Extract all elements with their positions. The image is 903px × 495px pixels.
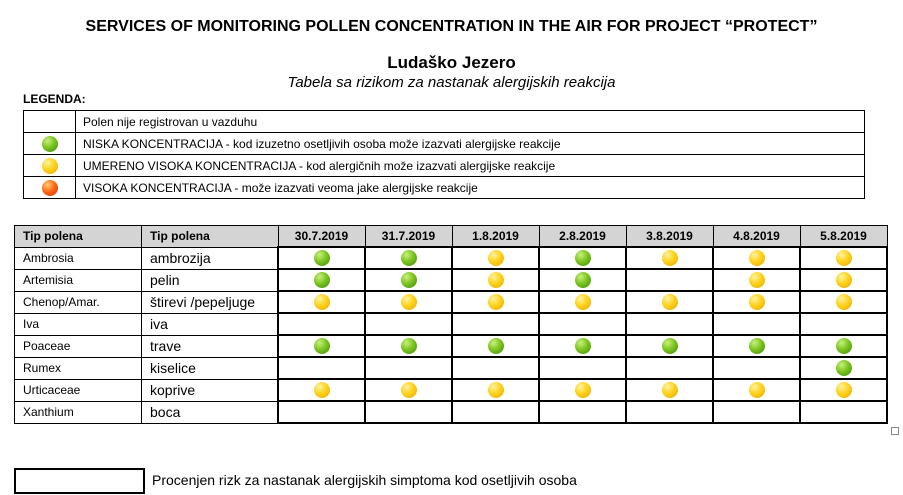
risk-cell bbox=[452, 401, 539, 423]
legend-text-moderate: UMERENO VISOKA KONCENTRACIJA - kod alergičnih može izazvati alergijske reakcije bbox=[76, 155, 865, 177]
risk-cell bbox=[452, 269, 539, 291]
risk-cell bbox=[539, 291, 626, 313]
yellow-dot-icon bbox=[749, 272, 765, 288]
risk-cell bbox=[713, 313, 800, 335]
legend-text-low: NISKA KONCENTRACIJA - kod izuzetno osetljivih osoba može izazvati alergijske reakcije bbox=[76, 133, 865, 155]
table-row bbox=[15, 291, 888, 313]
yellow-dot-icon bbox=[488, 250, 504, 266]
risk-cell bbox=[626, 335, 713, 357]
risk-cell bbox=[539, 379, 626, 401]
risk-cell bbox=[452, 357, 539, 379]
yellow-dot-icon bbox=[314, 382, 330, 398]
risk-cell bbox=[713, 247, 800, 269]
document-subtitle: Tabela sa rizikom za nastanak alergijskih reakcija bbox=[287, 74, 616, 91]
risk-cell bbox=[278, 269, 365, 291]
legend-heading: LEGENDA: bbox=[23, 92, 86, 106]
risk-cell bbox=[539, 313, 626, 335]
green-dot-icon bbox=[401, 272, 417, 288]
yellow-dot-icon bbox=[575, 294, 591, 310]
pollen-latin-name: Urticaceae bbox=[15, 379, 142, 401]
risk-cell bbox=[278, 335, 365, 357]
green-dot-icon bbox=[575, 338, 591, 354]
risk-cell bbox=[626, 269, 713, 291]
yellow-dot-icon bbox=[488, 382, 504, 398]
pollen-latin-name: Poaceae bbox=[15, 335, 142, 357]
legend-text-none: Polen nije registrovan u vazduhu bbox=[76, 111, 865, 133]
pollen-local-name: iva bbox=[142, 313, 279, 335]
table-row bbox=[15, 401, 888, 423]
risk-cell bbox=[626, 401, 713, 423]
yellow-dot-icon bbox=[575, 382, 591, 398]
risk-cell bbox=[800, 379, 887, 401]
green-dot-icon bbox=[488, 338, 504, 354]
location-name: Ludaško Jezero bbox=[387, 53, 516, 72]
risk-cell bbox=[800, 269, 887, 291]
yellow-dot-icon bbox=[836, 382, 852, 398]
risk-cell bbox=[278, 379, 365, 401]
green-dot-icon bbox=[401, 250, 417, 266]
pollen-local-name: štirevi /pepeljuge bbox=[142, 291, 279, 313]
risk-cell bbox=[626, 247, 713, 269]
risk-cell bbox=[365, 247, 452, 269]
risk-cell bbox=[452, 291, 539, 313]
risk-estimate-box bbox=[14, 468, 145, 494]
risk-cell bbox=[713, 357, 800, 379]
risk-cell bbox=[278, 247, 365, 269]
document-title: SERVICES OF MONITORING POLLEN CONCENTRATION IN THE AIR FOR PROJECT “PROTECT” bbox=[85, 18, 818, 35]
risk-cell bbox=[365, 313, 452, 335]
pollen-risk-table bbox=[14, 225, 888, 424]
risk-cell bbox=[452, 313, 539, 335]
pollen-latin-name: Iva bbox=[15, 313, 142, 335]
risk-estimate-label: Procenjen rizk za nastanak alergijskih simptoma kod osetljivih osoba bbox=[152, 472, 577, 488]
table-resize-handle[interactable] bbox=[891, 427, 899, 435]
legend-row-moderate bbox=[24, 155, 865, 177]
green-dot-icon bbox=[314, 250, 330, 266]
pollen-local-name: boca bbox=[142, 401, 279, 423]
pollen-local-name: koprive bbox=[142, 379, 279, 401]
risk-cell bbox=[278, 357, 365, 379]
risk-cell bbox=[539, 247, 626, 269]
risk-cell bbox=[713, 335, 800, 357]
legend-text-high: VISOKA KONCENTRACIJA - može izazvati veoma jake alergijske reakcije bbox=[76, 177, 865, 199]
header-date: 3.8.2019 bbox=[626, 226, 713, 248]
risk-cell bbox=[278, 313, 365, 335]
table-header-row bbox=[15, 226, 888, 248]
header-date: 1.8.2019 bbox=[452, 226, 539, 248]
header-date: 4.8.2019 bbox=[713, 226, 800, 248]
risk-cell bbox=[278, 401, 365, 423]
yellow-dot-icon bbox=[836, 250, 852, 266]
green-dot-icon bbox=[401, 338, 417, 354]
green-dot-icon bbox=[836, 338, 852, 354]
header-date: 30.7.2019 bbox=[278, 226, 365, 248]
yellow-dot-icon bbox=[488, 294, 504, 310]
table-row bbox=[15, 335, 888, 357]
risk-cell bbox=[452, 247, 539, 269]
legend-row-high bbox=[24, 177, 865, 199]
risk-cell bbox=[713, 291, 800, 313]
risk-cell bbox=[713, 379, 800, 401]
yellow-dot-icon bbox=[314, 294, 330, 310]
risk-cell bbox=[626, 357, 713, 379]
risk-cell bbox=[365, 357, 452, 379]
risk-cell bbox=[452, 379, 539, 401]
pollen-latin-name: Xanthium bbox=[15, 401, 142, 423]
pollen-local-name: pelin bbox=[142, 269, 279, 291]
risk-cell bbox=[539, 401, 626, 423]
risk-cell bbox=[365, 335, 452, 357]
yellow-dot-icon bbox=[749, 382, 765, 398]
legend-row-none bbox=[24, 111, 865, 133]
risk-cell bbox=[626, 313, 713, 335]
green-dot-icon bbox=[314, 272, 330, 288]
pollen-local-name: ambrozija bbox=[142, 247, 279, 269]
risk-cell bbox=[800, 401, 887, 423]
pollen-local-name: trave bbox=[142, 335, 279, 357]
risk-cell bbox=[800, 335, 887, 357]
risk-cell bbox=[365, 269, 452, 291]
yellow-dot-icon bbox=[749, 294, 765, 310]
risk-cell bbox=[365, 401, 452, 423]
green-dot-icon bbox=[42, 136, 58, 152]
risk-cell bbox=[539, 357, 626, 379]
risk-cell bbox=[713, 401, 800, 423]
legend-table bbox=[23, 110, 865, 199]
yellow-dot-icon bbox=[662, 250, 678, 266]
green-dot-icon bbox=[749, 338, 765, 354]
pollen-latin-name: Rumex bbox=[15, 357, 142, 379]
yellow-dot-icon bbox=[662, 294, 678, 310]
risk-cell bbox=[800, 313, 887, 335]
risk-cell bbox=[365, 291, 452, 313]
risk-cell bbox=[626, 379, 713, 401]
header-date: 2.8.2019 bbox=[539, 226, 626, 248]
risk-cell bbox=[713, 269, 800, 291]
header-pollen-latin: Tip polena bbox=[15, 226, 142, 248]
green-dot-icon bbox=[314, 338, 330, 354]
green-dot-icon bbox=[662, 338, 678, 354]
pollen-local-name: kiselice bbox=[142, 357, 279, 379]
header-date: 5.8.2019 bbox=[800, 226, 887, 248]
risk-cell bbox=[539, 269, 626, 291]
risk-cell bbox=[626, 291, 713, 313]
header-date: 31.7.2019 bbox=[365, 226, 452, 248]
yellow-dot-icon bbox=[42, 158, 58, 174]
table-row bbox=[15, 357, 888, 379]
green-dot-icon bbox=[575, 250, 591, 266]
risk-cell bbox=[452, 335, 539, 357]
table-row bbox=[15, 379, 888, 401]
red-dot-icon bbox=[42, 180, 58, 196]
pollen-latin-name: Ambrosia bbox=[15, 247, 142, 269]
pollen-latin-name: Chenop/Amar. bbox=[15, 291, 142, 313]
table-row bbox=[15, 247, 888, 269]
legend-icon-empty bbox=[24, 111, 76, 133]
risk-cell bbox=[539, 335, 626, 357]
legend-row-low bbox=[24, 133, 865, 155]
table-row bbox=[15, 269, 888, 291]
yellow-dot-icon bbox=[488, 272, 504, 288]
green-dot-icon bbox=[836, 360, 852, 376]
risk-cell bbox=[800, 357, 887, 379]
header-pollen-local: Tip polena bbox=[142, 226, 279, 248]
risk-cell bbox=[800, 247, 887, 269]
yellow-dot-icon bbox=[662, 382, 678, 398]
yellow-dot-icon bbox=[401, 294, 417, 310]
pollen-latin-name: Artemisia bbox=[15, 269, 142, 291]
table-row bbox=[15, 313, 888, 335]
yellow-dot-icon bbox=[401, 382, 417, 398]
green-dot-icon bbox=[575, 272, 591, 288]
risk-cell bbox=[278, 291, 365, 313]
risk-cell bbox=[800, 291, 887, 313]
yellow-dot-icon bbox=[749, 250, 765, 266]
risk-cell bbox=[365, 379, 452, 401]
yellow-dot-icon bbox=[836, 294, 852, 310]
yellow-dot-icon bbox=[836, 272, 852, 288]
